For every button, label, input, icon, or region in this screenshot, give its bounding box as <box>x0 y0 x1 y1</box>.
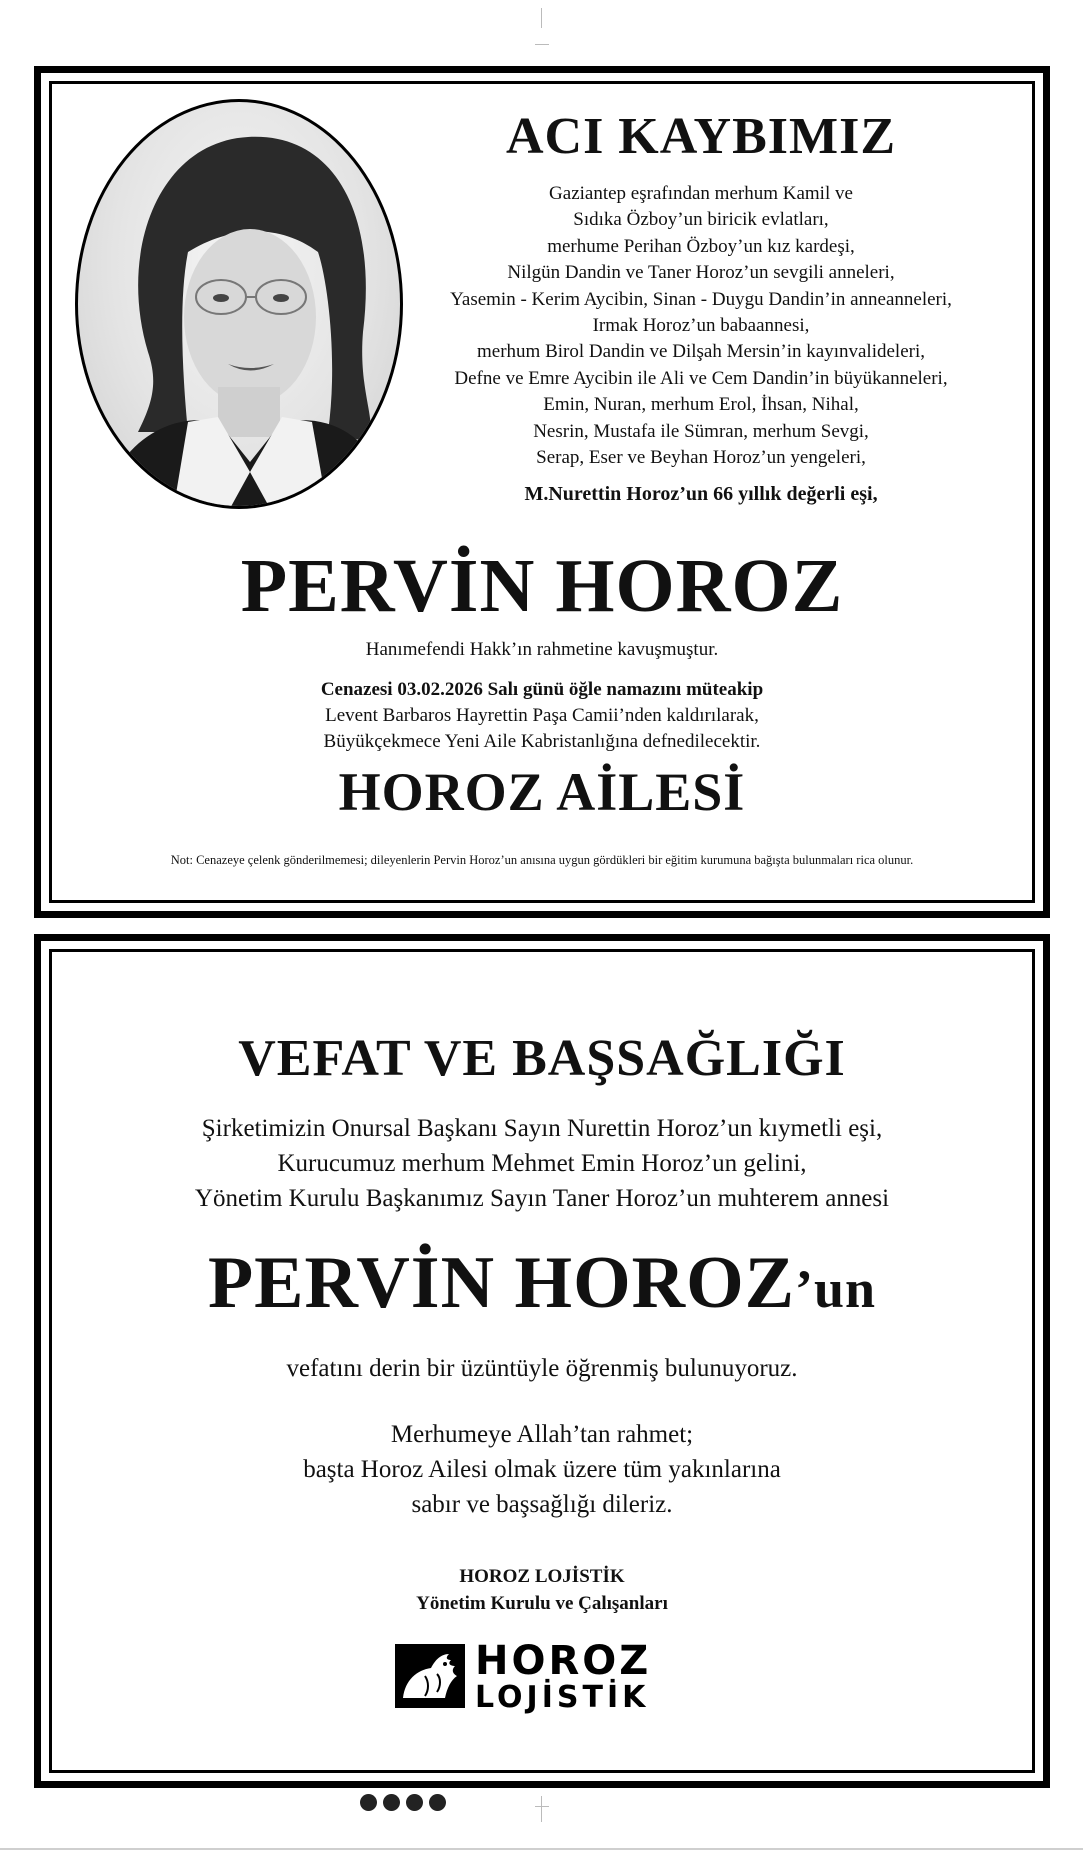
obituary-notice <box>34 66 1050 918</box>
page-indicator <box>360 1794 446 1811</box>
notice-footnote: Not: Cenazeye çelenk gönderilmemesi; dileyenlerin Pervin Horoz’un anısına uygun gördükleri bir eğitim kurumuna bağışta bulunmaları rica olunur. <box>170 853 914 867</box>
logo-wordmark <box>475 1638 652 1715</box>
funeral-cemetery-line: Büyükçekmece Yeni Aile Kabristanlığına defnedilecektir. <box>323 731 761 752</box>
relation-line: Şirketimizin Onursal Başkanı Sayın Nurettin Horoz’un kıymetli eşi, <box>201 1115 883 1142</box>
lineage-line: Sıdıka Özboy’un biricik evlatları, <box>573 209 829 231</box>
company-logo <box>395 1638 695 1715</box>
logo-line1: HOROZ <box>475 1638 652 1684</box>
company-name: HOROZ LOJİSTİK <box>459 1566 625 1587</box>
lineage-line: Defne ve Emre Aycibin ile Ali ve Cem Dandin’in büyükanneleri, <box>454 367 948 389</box>
deceased-name <box>41 1241 1043 1326</box>
lineage-line: Emin, Nuran, merhum Erol, İhsan, Nihal, <box>543 394 859 416</box>
lineage-line: Gaziantep eşrafından merhum Kamil ve <box>549 183 853 204</box>
crop-mark-top-h <box>535 44 549 45</box>
wish-line: Merhumeye Allah’tan rahmet; <box>390 1421 694 1448</box>
crop-mark-bottom <box>541 1796 542 1822</box>
bottom-divider <box>0 1848 1083 1850</box>
relation-line: Kurucumuz merhum Mehmet Emin Horoz’un gelini, <box>277 1150 807 1177</box>
passed-line: Hanımefendi Hakk’ın rahmetine kavuşmuştur. <box>365 639 719 660</box>
lineage-list <box>411 181 991 471</box>
logo-line2: LOJİSTİK <box>475 1680 650 1715</box>
learned-line: vefatını derin bir üzüntüyle öğrenmiş bulunuyoruz. <box>286 1355 798 1382</box>
lineage-line: merhume Perihan Özboy’un kız kardeşi, <box>547 235 855 257</box>
notice-title: VEFAT VE BAŞSAĞLIĞI <box>238 1030 846 1087</box>
family-signature: HOROZ AİLESİ <box>338 762 746 822</box>
relation-line: Yönetim Kurulu Başkanımız Sayın Taner Horoz’un muhterem annesi <box>194 1185 890 1212</box>
deceased-name-main: PERVİN HOROZ <box>207 1242 795 1324</box>
lineage-line: merhum Birol Dandin ve Dilşah Mersin’in kayınvalideleri, <box>477 341 925 363</box>
page-dot[interactable] <box>360 1794 377 1811</box>
funeral-date-line: Cenazesi 03.02.2026 Salı günü öğle namazını müteakip <box>320 679 764 700</box>
relation-lines <box>41 1111 1043 1216</box>
page-dot[interactable] <box>429 1794 446 1811</box>
funeral-details <box>41 677 1043 755</box>
page-dot[interactable] <box>383 1794 400 1811</box>
condolence-wishes <box>41 1417 1043 1522</box>
rooster-icon <box>395 1644 465 1708</box>
wish-line: sabır ve başsağlığı dileriz. <box>411 1491 673 1518</box>
condolence-notice <box>34 934 1050 1788</box>
deceased-name: PERVİN HOROZ <box>240 544 844 628</box>
lineage-line: Nesrin, Mustafa ile Sümran, merhum Sevgi, <box>533 420 869 442</box>
spouse-line: M.Nurettin Horoz’un 66 yıllık değerli eşi, <box>524 483 878 505</box>
deceased-name-suffix: ’un <box>795 1259 877 1319</box>
company-signature <box>41 1563 1043 1617</box>
wish-line: başta Horoz Ailesi olmak üzere tüm yakınlarına <box>303 1456 781 1483</box>
lineage-line: Serap, Eser ve Beyhan Horoz’un yengeleri, <box>536 447 866 469</box>
crop-mark-top <box>541 8 542 28</box>
page-dot[interactable] <box>406 1794 423 1811</box>
lineage-line: Irmak Horoz’un babaannesi, <box>592 315 810 337</box>
crop-mark-bottom-h <box>535 1806 549 1807</box>
lineage-line: Yasemin - Kerim Aycibin, Sinan - Duygu Dandin’in anneanneleri, <box>450 288 952 310</box>
funeral-mosque-line: Levent Barbaros Hayrettin Paşa Camii’nden kaldırılarak, <box>325 705 759 726</box>
lineage-line: Nilgün Dandin ve Taner Horoz’un sevgili anneleri, <box>507 262 895 284</box>
portrait-photo <box>75 99 403 509</box>
notice-title: ACI KAYBIMIZ <box>505 108 897 165</box>
company-subtitle: Yönetim Kurulu ve Çalışanları <box>416 1593 668 1614</box>
